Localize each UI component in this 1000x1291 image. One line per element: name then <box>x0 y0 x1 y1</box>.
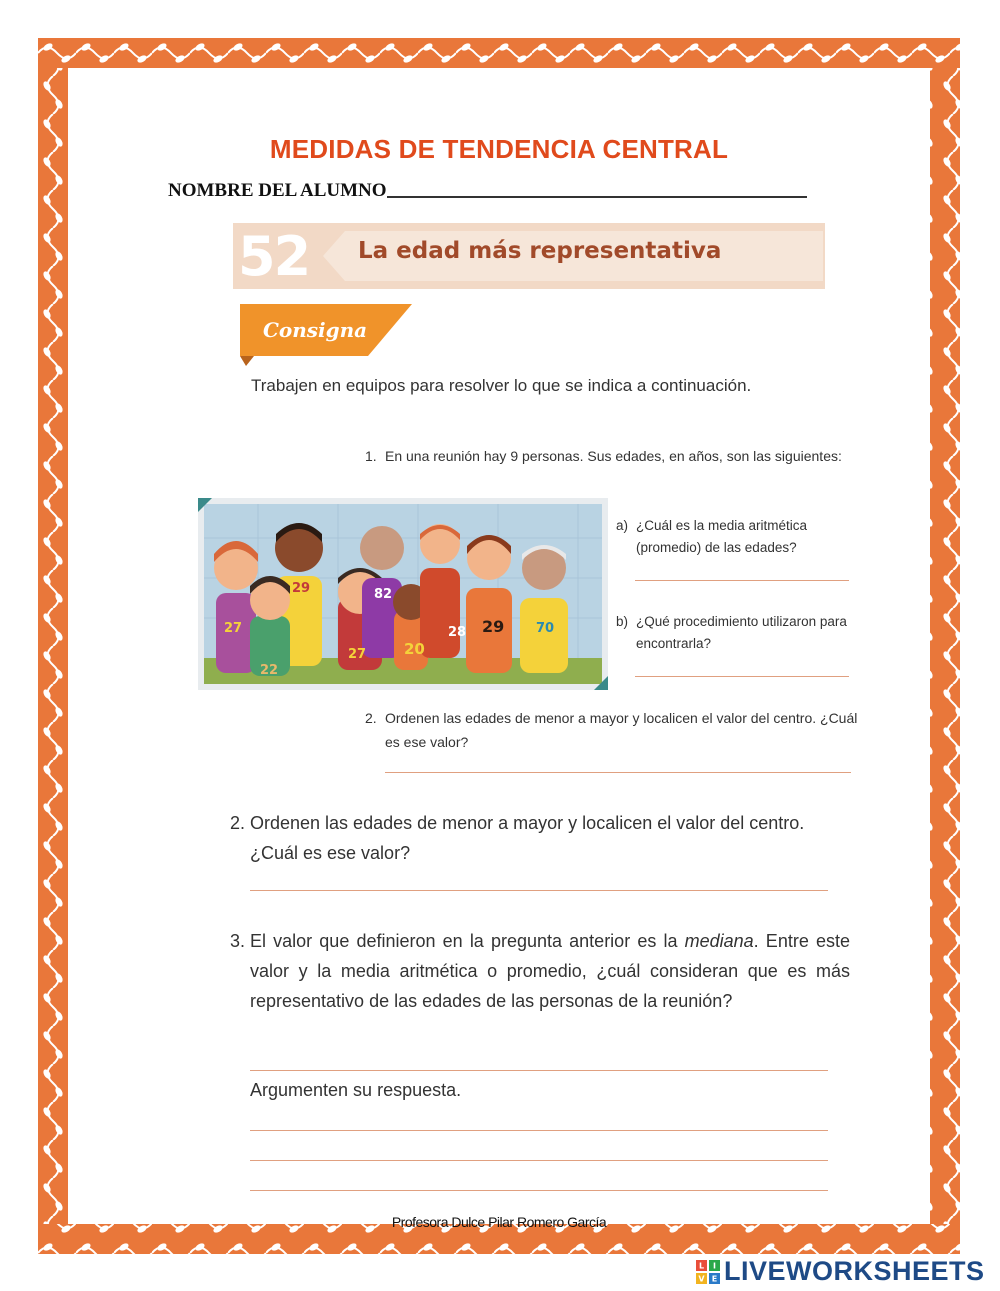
age-label: 29 <box>292 581 311 596</box>
decorative-border <box>38 38 960 1254</box>
logo-letter: L <box>698 1261 705 1270</box>
question-number: 1. <box>365 448 377 464</box>
question-emphasis: mediana <box>684 931 754 951</box>
liveworksheets-logo-icon <box>696 1260 720 1284</box>
argument-line-2[interactable] <box>250 1160 828 1161</box>
question-text <box>250 926 850 1016</box>
argument-line-3[interactable] <box>250 1190 828 1191</box>
question-2-small <box>365 706 865 754</box>
question-label: b) <box>616 614 629 629</box>
logo-letter: I <box>713 1261 716 1270</box>
question-text: En una reunión hay 9 personas. Sus edades, en años, son las siguientes: <box>385 448 842 464</box>
student-name-field[interactable] <box>387 195 807 198</box>
question-number: 2. <box>230 813 246 833</box>
liveworksheets-brand[interactable] <box>696 1256 985 1287</box>
age-label: 70 <box>536 621 555 636</box>
question-1a <box>616 515 856 559</box>
student-name-row <box>168 180 807 202</box>
answer-line-3[interactable] <box>250 1070 828 1071</box>
argument-line-1[interactable] <box>250 1130 828 1131</box>
question-text: Ordenen las edades de menor a mayor y localicen el valor del centro. ¿Cuál es ese valor? <box>250 813 805 863</box>
question-text-part: . Entre este valor y la media aritmética o promedio, ¿cuál consideran que es más representativo de las edades de las personas de la reunión? <box>250 931 850 1011</box>
logo-letter: V <box>698 1274 705 1283</box>
question-1 <box>365 444 865 468</box>
question-text: ¿Qué procedimiento utilizaron para encontrarla? <box>636 614 847 651</box>
age-label: 27 <box>348 647 367 662</box>
answer-line-2[interactable] <box>250 890 828 891</box>
question-label: a) <box>616 518 629 533</box>
age-label: 20 <box>404 640 425 658</box>
answer-line-2-small[interactable] <box>385 772 851 773</box>
age-label: 22 <box>260 663 279 678</box>
question-text: Ordenen las edades de menor a mayor y localicen el valor del centro. ¿Cuál es ese valor? <box>385 710 858 750</box>
worksheet-page <box>68 68 930 1230</box>
instruction-text: Trabajen en equipos para resolver lo que se indica a continuación. <box>251 376 752 395</box>
teacher-credit: Profesora Dulce Pilar Romero García <box>391 1214 607 1230</box>
question-3 <box>230 926 850 1016</box>
question-number: 3. <box>230 931 246 951</box>
worksheet-title: MEDIDAS DE TENDENCIA CENTRAL <box>269 134 729 164</box>
argument-label: Argumenten su respuesta. <box>250 1080 462 1100</box>
age-label: 27 <box>224 621 243 636</box>
question-2 <box>230 808 850 868</box>
consigna-label: Consigna <box>263 318 368 342</box>
age-label: 29 <box>482 617 505 636</box>
logo-letter: E <box>711 1274 718 1283</box>
answer-line-1b[interactable] <box>635 676 849 677</box>
answer-line-1a[interactable] <box>635 580 849 581</box>
age-label: 28 <box>448 625 467 640</box>
lesson-number: 52 <box>238 225 310 288</box>
question-number: 2. <box>365 710 377 726</box>
age-label: 82 <box>374 587 393 602</box>
question-text-part: El valor que definieron en la pregunta anterior es la <box>250 931 685 951</box>
question-1b <box>616 611 856 655</box>
people-illustration <box>198 498 608 690</box>
lesson-title: La edad más representativa <box>358 238 722 264</box>
question-text: ¿Cuál es la media aritmética (promedio) de las edades? <box>636 518 808 555</box>
student-name-label: NOMBRE DEL ALUMNO <box>168 180 387 201</box>
brand-name: LIVEWORKSHEETS <box>724 1256 985 1286</box>
